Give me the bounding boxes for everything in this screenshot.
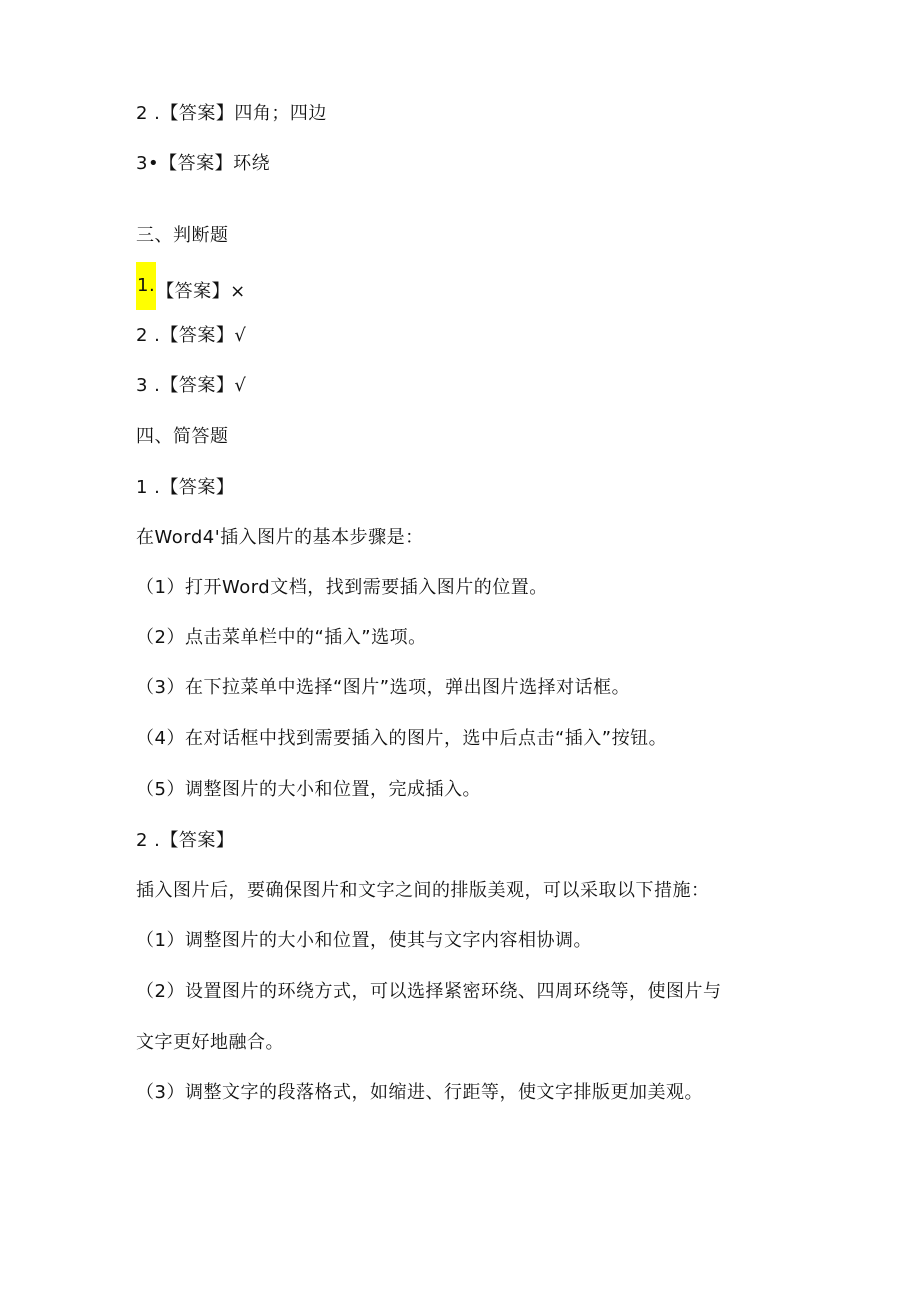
short-answer-1-step-3: （3）在下拉菜单中选择“图片”选项，弹出图片选择对话框。 [136, 677, 631, 698]
short-answer-1-label: 1 .【答案】 [136, 477, 235, 498]
short-answer-1-step-5: （5）调整图片的大小和位置，完成插入。 [136, 779, 481, 800]
fill-blank-answer-2: 2 .【答案】四角；四边 [136, 103, 327, 124]
short-answer-1-step-2: （2）点击菜单栏中的“插入”选项。 [136, 627, 427, 648]
short-answer-2-measure-2: （2）设置图片的环绕方式，可以选择紧密环绕、四周环绕等，使图片与 [136, 981, 722, 1002]
short-answer-2-measure-3: （3）调整文字的段落格式，如缩进、行距等，使文字排版更加美观。 [136, 1082, 703, 1103]
short-answer-2-measure-2-cont: 文字更好地融合。 [136, 1032, 284, 1053]
short-answer-2-label: 2 .【答案】 [136, 830, 235, 851]
section-heading-short-answer: 四、简答题 [136, 426, 229, 447]
true-false-answer-3: 3 .【答案】√ [136, 375, 247, 396]
true-false-answer-2: 2 .【答案】√ [136, 325, 247, 346]
highlighted-number: 1. [136, 262, 156, 310]
short-answer-1-step-1: （1）打开Word文档，找到需要插入图片的位置。 [136, 577, 548, 598]
short-answer-1-step-4: （4）在对话框中找到需要插入的图片，选中后点击“插入”按钮。 [136, 728, 668, 749]
section-heading-true-false: 三、判断题 [136, 225, 229, 246]
answer-text: 【答案】× [156, 281, 246, 302]
short-answer-1-intro: 在Word4'插入图片的基本步骤是： [136, 527, 424, 548]
true-false-answer-1 [136, 274, 246, 310]
fill-blank-answer-3: 3•【答案】环绕 [136, 153, 271, 174]
short-answer-2-intro: 插入图片后，要确保图片和文字之间的排版美观，可以采取以下措施： [136, 880, 710, 901]
short-answer-2-measure-1: （1）调整图片的大小和位置，使其与文字内容相协调。 [136, 930, 592, 951]
